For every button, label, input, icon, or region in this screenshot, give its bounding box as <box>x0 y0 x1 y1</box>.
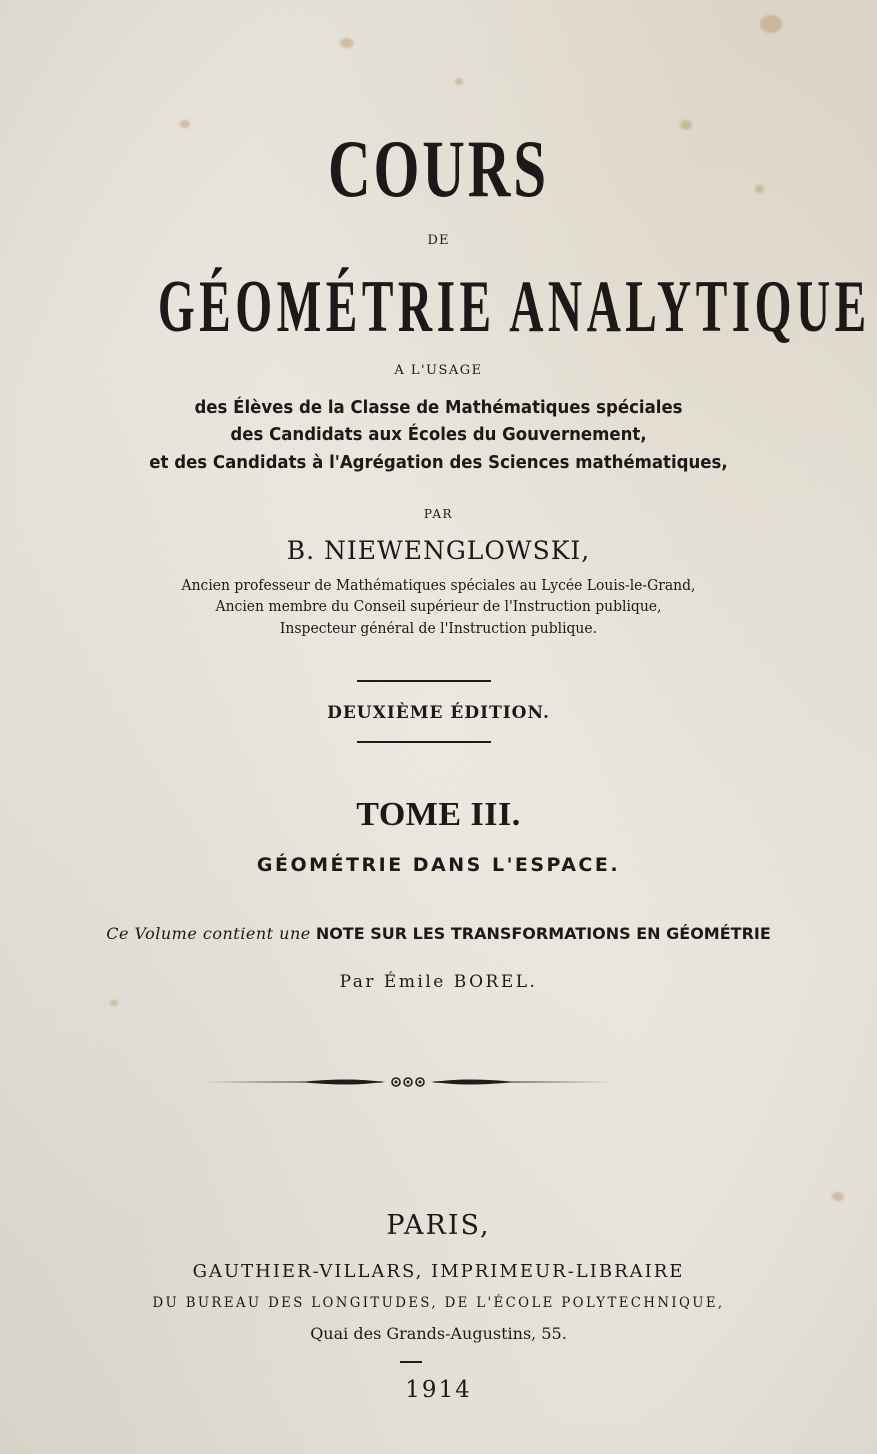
imprint-city: PARIS, <box>386 1210 491 1241</box>
author-credential: Ancien professeur de Mathématiques spéciales au Lycée Louis-le-Grand, <box>181 578 696 594</box>
note-line <box>0 924 877 943</box>
foxing-spot <box>340 38 354 48</box>
imprint-bureau: DU BUREAU DES LONGITUDES, DE L'ÉCOLE POLYTECHNIQUE, <box>152 1295 725 1311</box>
audience-line: des Élèves de la Classe de Mathématiques spéciales <box>194 397 683 418</box>
tome-label: TOME III. <box>356 796 521 833</box>
imprint-address: Quai des Grands-Augustins, 55. <box>310 1324 567 1343</box>
foxing-spot <box>455 78 463 85</box>
imprint-year: 1914 <box>405 1377 472 1403</box>
divider-dash <box>400 1361 422 1363</box>
usage-label: A L'USAGE <box>394 363 483 378</box>
par-label: PAR <box>423 507 454 521</box>
note-title: NOTE SUR LES TRANSFORMATIONS EN GÉOMÉTRIE <box>315 924 771 943</box>
foxing-spot <box>180 120 190 128</box>
imprint-publisher: GAUTHIER-VILLARS, IMPRIMEUR-LIBRAIRE <box>192 1261 685 1282</box>
foxing-spot <box>832 1192 844 1201</box>
foxing-spot <box>755 185 764 193</box>
divider-rule <box>357 680 491 682</box>
author-credential: Inspecteur général de l'Instruction publique. <box>279 621 598 637</box>
note-author: Par Émile BOREL. <box>339 972 538 992</box>
title-de: DE <box>427 233 450 248</box>
author-name: B. NIEWENGLOWSKI, <box>286 536 591 565</box>
foxing-spot <box>110 1000 118 1006</box>
note-intro: Ce Volume contient une <box>106 924 311 943</box>
edition: DEUXIÈME ÉDITION. <box>327 703 550 723</box>
title-cours: COURS <box>327 123 550 214</box>
audience-line: et des Candidats à l'Agrégation des Sciences mathématiques, <box>149 452 728 473</box>
author-credential: Ancien membre du Conseil supérieur de l'Instruction publique, <box>215 599 662 615</box>
title-main: GÉOMÉTRIE ANALYTIQUE <box>157 266 871 348</box>
audience-line: des Candidats aux Écoles du Gouvernement, <box>230 424 647 445</box>
tome-subtitle: GÉOMÉTRIE DANS L'ESPACE. <box>256 854 621 876</box>
foxing-spot <box>760 15 782 33</box>
ornament-divider <box>200 1070 616 1094</box>
divider-rule <box>357 741 491 743</box>
